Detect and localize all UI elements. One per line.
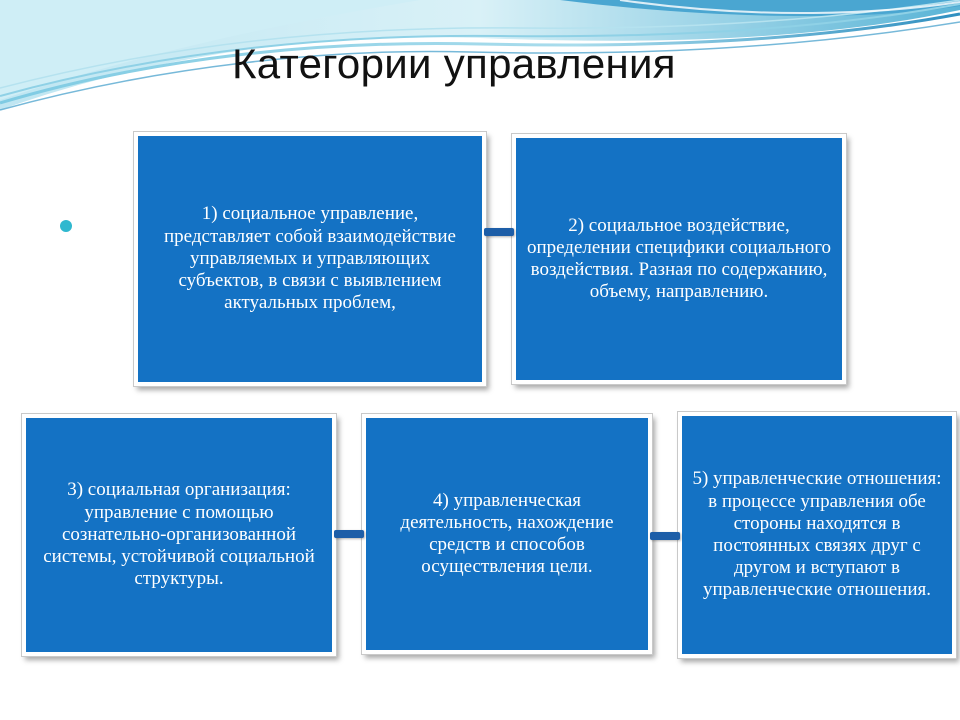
connector-1-2	[484, 228, 514, 236]
category-box-3	[22, 414, 336, 656]
category-text-4: 4) управленческая деятельность, нахождение средств и способов осуществления цели.	[400, 489, 614, 578]
category-box-1	[134, 132, 486, 386]
category-box-5	[678, 412, 956, 658]
category-text-5: 5) управленческие отношения: в процессе управления обе стороны находятся в постоянных связях друг с другом и вступают в управленческие отношения.	[692, 468, 942, 601]
category-text-2: 2) социальное воздействие, определении специфики социального воздействия. Разная по содержанию, объему, направлению.	[526, 214, 832, 303]
category-box-4	[362, 414, 652, 654]
connector-3-4	[334, 530, 364, 538]
category-text-3: 3) социальная организация: управление с помощью сознательно-организованной системы, устойчивой социальной структуры.	[43, 479, 315, 590]
bullet-dot	[60, 220, 72, 232]
category-text-1: 1) социальное управление, представляет собой взаимодействие управляемых и управляющих субъектов, в связи с выявлением актуальных проблем,	[164, 203, 456, 314]
connector-4-5	[650, 532, 680, 540]
slide-title: Категории управления	[232, 40, 676, 87]
category-box-2	[512, 134, 846, 384]
